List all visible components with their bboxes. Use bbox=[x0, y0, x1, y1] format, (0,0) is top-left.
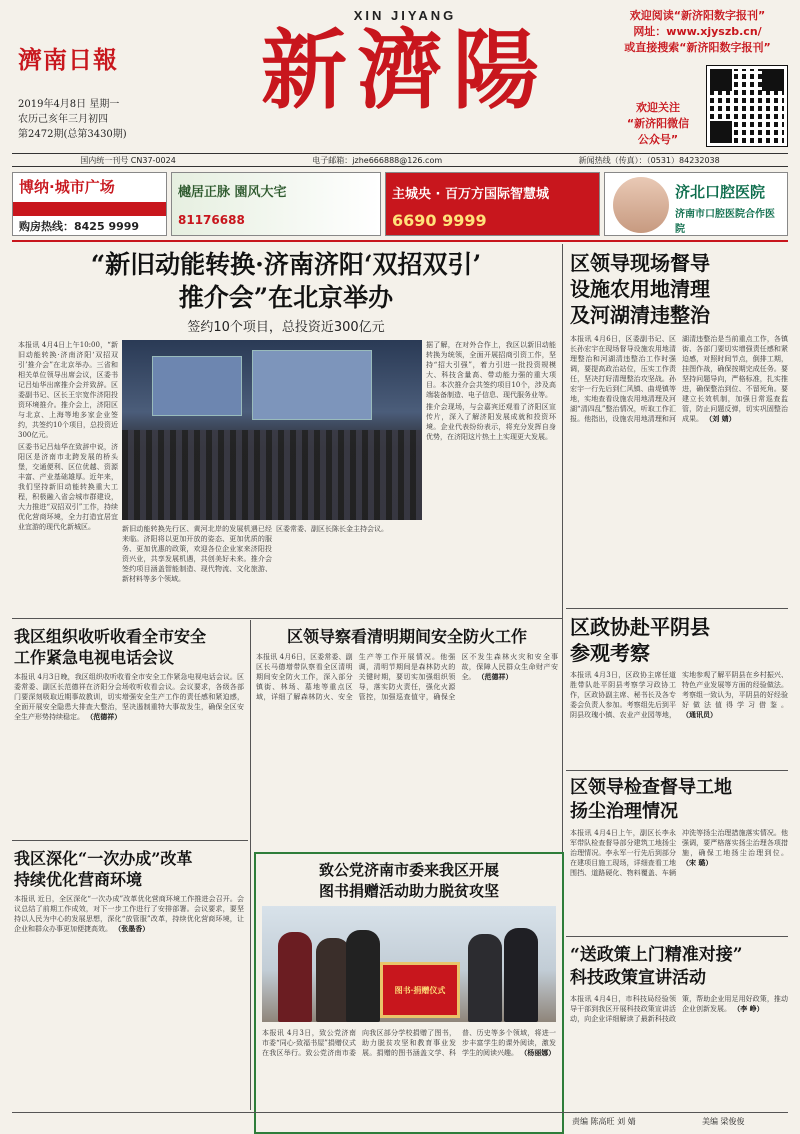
dust-headline-2: 扬尘治理情况 bbox=[570, 801, 678, 822]
person bbox=[346, 930, 380, 1022]
article-book-donation bbox=[254, 852, 564, 1134]
article-tech-policy bbox=[570, 944, 788, 1104]
cppcc-text: 本报讯 4月3日，区政协主席任道胜带队赴平阴县考察学习政协工作，区政协副主席、秘书长及各专委会负责人参加。考察组先后到平阴县玫瑰小镇、农业产业园等地，实地参观了解平阴县在乡村振兴、特色产业发展等方面的经验做法。考察组一致认为，平阴县的好经验好做法值得学习借鉴。 bbox=[570, 671, 788, 719]
masthead-left bbox=[18, 40, 168, 142]
ad1-title: 博纳·城市广场 bbox=[19, 178, 115, 196]
ad2-title: 樾居正脉 園风大宅 bbox=[178, 185, 287, 200]
land-headline-1: 区领导现场督导 bbox=[570, 251, 710, 275]
dust-body bbox=[570, 828, 788, 930]
land-author: （刘 婧） bbox=[705, 414, 736, 423]
cppcc-author: （通讯员） bbox=[682, 710, 717, 719]
tech-author: （李 峥） bbox=[733, 1004, 764, 1013]
divider bbox=[566, 770, 788, 771]
wechat-prompt bbox=[604, 100, 712, 148]
lunar-date: 农历己亥年三月初四 bbox=[18, 114, 108, 125]
issue-number: 第2472期(总第3430期) bbox=[18, 129, 127, 140]
reform-headline-1: 我区深化“一次办成”改革 bbox=[14, 849, 193, 868]
cppcc-body bbox=[570, 670, 788, 762]
email[interactable]: 电子邮箱：jzhe666888@126.com bbox=[312, 155, 443, 165]
ad4-title: 济北口腔医院 bbox=[675, 183, 766, 201]
tech-body bbox=[570, 994, 788, 1104]
dust-headline-1: 区领导检查督导工地 bbox=[570, 777, 732, 798]
cppcc-headline-2: 参观考察 bbox=[570, 641, 650, 665]
article-safety-meeting bbox=[14, 626, 244, 812]
lead-para5: 据了解，在对外合作上，我区以新旧动能转换为统领，全面开展招商引资工作，坚持“招大引强”，着力引进一批投资规模大、科技含量高、带动能力强的重大项目。本次推介会共签约项目10个，涉及高端装备制造、电子信息、现代服务业等。 bbox=[426, 341, 556, 399]
lead-photo bbox=[122, 340, 422, 520]
column-divider bbox=[250, 620, 251, 1110]
land-headline-2: 设施农用地清理 bbox=[570, 277, 710, 301]
lead-para4: 区委常委、副区长陈长金主持会议。 bbox=[276, 525, 388, 533]
promo-box bbox=[600, 8, 795, 153]
title-pinyin: XIN JIYANG bbox=[353, 8, 457, 23]
ad-yueju[interactable] bbox=[171, 172, 381, 236]
person bbox=[468, 934, 502, 1022]
lead-para1: 本报讯 4月4日上午10:00，“新旧动能转换·济南济阳‘双招双引’推介会”在北京举办。三省和相关单位领导出席会议，区委书记吕灿华出席推介会并致辞。区委副书记、区长王宗宽作济阳投资环境推介。推介会上，济阳区与北京、上海等地多家企业签约，共签约10个项目，总投资近300亿元。 bbox=[18, 341, 118, 439]
lead-headline-line2: 推介会”在北京举办 bbox=[178, 283, 394, 312]
lead-body-col1 bbox=[18, 340, 118, 612]
lead-subhead: 签约10个项目，总投资近300亿元 bbox=[187, 320, 385, 335]
article-reform bbox=[14, 848, 244, 1094]
issue-date: 2019年4月8日 星期一 bbox=[18, 99, 120, 110]
safety-headline-2: 工作紧急电视电话会议 bbox=[14, 648, 175, 667]
safety-body bbox=[14, 672, 244, 812]
banner-text: 图书·捐赠仪式 bbox=[394, 985, 446, 995]
article-dust-control bbox=[570, 776, 788, 930]
donation-body bbox=[262, 1028, 556, 1130]
person bbox=[316, 938, 350, 1022]
lead-para2: 区委书记吕灿华在致辞中说，济阳区是济南市北跨发展的桥头堡，交通便利、区位优越、资源丰富、产业基础雄厚。近年来，我们坚持新旧动能转换重大工程，积极融入省会城市群建设，大力推进“双招双引”工作，持续优化营商环境，全力打造宜居宜业宜游的现代化新城区。 bbox=[18, 443, 118, 531]
promo-url[interactable]: 网址：www.xjyszb.cn/ bbox=[633, 25, 762, 38]
ad-jibei-dental[interactable] bbox=[604, 172, 788, 236]
dust-author: （宋 璐） bbox=[682, 858, 713, 867]
donation-banner bbox=[380, 962, 460, 1018]
tech-headline-2: 科技政策宣讲活动 bbox=[570, 968, 706, 988]
article-cppcc-visit bbox=[570, 614, 788, 762]
follow-line2: “新济阳微信 bbox=[626, 117, 690, 130]
article-fire-safety bbox=[256, 626, 558, 842]
fire-body bbox=[256, 652, 558, 842]
donation-headline-2: 图书捐赠活动助力脱贫攻坚 bbox=[318, 882, 499, 900]
land-text: 本报讯 4月6日，区委副书记、区长孙宏宇在现场督导设施农用地清理整治和河湖清违整治工作时强调，要提高政治站位，压实工作责任，坚决打好清理整治攻坚战。孙宏宇一行先后到仁风镇、曲堤镇等地，实地查看设施农用地清理及河湖“清四乱”整治情况，听取工作汇报。他指出，设施农用地清理和河湖清违整治是当前重点工作，各镇街、各部门要切实增强责任感和紧迫感，对照时间节点，倒排工期，挂图作战，确保按期完成任务。要坚持问题导向，严格标准，扎实推进，确保整治到位、不留死角。要建立长效机制，加强日常巡查监管，防止问题反弹，切实巩固整治成果。 bbox=[570, 335, 788, 423]
lead-body-col2b bbox=[276, 524, 422, 612]
tech-text: 本报讯 4月4日，市科技局经验领导干部到我区开展科技政策宣讲活动，向企业详细解读了最新科技政策，帮助企业用足用好政策，推动企业创新发展。 bbox=[570, 995, 788, 1023]
person bbox=[504, 928, 538, 1022]
lead-para3: 新旧动能转换先行区、黄河北岸的发展机遇已经来临。济阳将以更加开放的姿态、更加优质的服务、更加优惠的政策，欢迎各位企业家来济阳投资兴业，共享发展机遇，共创美好未来。推介会签约项目涵盖智能制造、现代物流、文化旅游、新材料等多个领域。 bbox=[122, 525, 272, 583]
fire-text: 本报讯 4月6日，区委常委、副区长马德增带队察看全区清明期间安全防火工作，深入部分镇街、林场、墓地等重点区域，详细了解森林防火、安全生产等工作开展情况。他强调，清明节期间是森林防火的关键时期，要切实加强组织领导，落实防火责任，强化火源管控，加强巡查值守，确保全区不发生森林火灾和安全事故，保障人民群众生命财产安全。 bbox=[256, 653, 558, 701]
reform-author: （张墨香） bbox=[114, 924, 150, 933]
divider bbox=[12, 840, 248, 841]
audience bbox=[122, 430, 422, 520]
ad1-phone: 购房热线：8425 9999 bbox=[19, 220, 140, 233]
fire-author: （范德祥） bbox=[477, 672, 513, 681]
safety-headline-1: 我区组织收听收看全市安全 bbox=[14, 627, 207, 646]
stage-screen-left bbox=[152, 356, 242, 416]
donation-headline-1: 致公党济南市委来我区开展 bbox=[318, 861, 499, 879]
ad-strip bbox=[12, 172, 788, 236]
doctor-avatar bbox=[613, 177, 669, 233]
tech-headline-1: “送政策上门精准对接” bbox=[570, 945, 743, 965]
date-block bbox=[18, 97, 168, 142]
divider bbox=[566, 608, 788, 609]
land-headline-3: 及河湖清违整治 bbox=[570, 303, 710, 327]
lead-headline-line1: “新旧动能转换·济南济阳‘双招双引’ bbox=[90, 250, 482, 279]
ad3-phone: 6690 9999 bbox=[392, 211, 487, 230]
lead-article bbox=[18, 248, 554, 335]
ad2-phone: 81176688 bbox=[178, 213, 245, 227]
donation-photo bbox=[262, 906, 556, 1022]
dust-text: 本报讯 4月4日上午，副区长李永军带队检查督导部分建筑工地扬尘治理情况。李永军一行先后到部分在建项目施工现场，详细查看工地围挡、道路硬化、物料覆盖、车辆冲洗等扬尘治理措施落实情况。他强调，要严格落实扬尘治理各项措施，确保工地扬尘治理到位。 bbox=[570, 829, 788, 877]
fire-headline: 区领导察看清明期间安全防火工作 bbox=[286, 627, 527, 646]
qr-code-icon[interactable] bbox=[707, 66, 787, 146]
promo-line1: 欢迎阅读“新济阳数字报刊” bbox=[629, 9, 766, 22]
publication-code: 国内统一刊号 CN37-0024 bbox=[80, 155, 176, 165]
ad4-sub: 济南市口腔医院合作医院 bbox=[675, 209, 775, 235]
footer-editor: 责编 陈高旺 刘 婧 bbox=[572, 1117, 636, 1126]
promo-line3: 或直接搜索“新济阳数字报刊” bbox=[624, 41, 771, 54]
follow-line3: 公众号” bbox=[637, 133, 679, 146]
donation-text: 本报讯 4月3日，致公党济南市委“同心·致福书屋”捐赠仪式在我区举行。致公党济南市委向我区部分学校捐赠了图书，助力脱贫攻坚和教育事业发展。捐赠的图书涵盖文学、科普、历史等多个领域，将进一步丰富学生的课外阅读，激发学生的阅读兴趣。 bbox=[262, 1029, 556, 1057]
news-hotline: 新闻热线（传真）：（0531）84232038 bbox=[578, 155, 720, 165]
person bbox=[278, 932, 312, 1022]
footer-rule bbox=[12, 1112, 788, 1113]
footer-designer: 美编 梁俊俊 bbox=[702, 1117, 745, 1126]
cppcc-headline-1: 区政协赴平阴县 bbox=[570, 615, 710, 639]
title-text: 新濟陽 bbox=[261, 20, 549, 121]
follow-line1: 欢迎关注 bbox=[636, 101, 680, 114]
ad3-title: 主城央 · 百万方国际智慧城 bbox=[392, 187, 549, 202]
divider bbox=[12, 618, 562, 619]
stage-screen-center bbox=[252, 350, 372, 420]
divider bbox=[566, 936, 788, 937]
land-body bbox=[570, 334, 788, 554]
brand-logo: 濟南日報 bbox=[18, 45, 118, 74]
lead-body-col2a bbox=[122, 524, 272, 612]
safety-author: （范德祥） bbox=[86, 712, 122, 721]
newspaper-title bbox=[210, 8, 600, 119]
info-bar bbox=[12, 153, 788, 167]
ad-zhuchengyang[interactable] bbox=[385, 172, 600, 236]
safety-text: 本报讯 4月3日晚，我区组织收听收看全市安全工作紧急电视电话会议。区委常委、副区长范德祥在济阳分会场收听收看会议。会议要求，各级各部门要深刻吸取近期事故教训，切实增强安全生产工作的责任感和紧迫感，全面开展安全隐患大排查大整治，坚决遏制重特大事故发生，确保全区安全生产形势持续稳定。 bbox=[14, 673, 244, 721]
section-divider bbox=[12, 240, 788, 242]
article-land-cleanup bbox=[570, 250, 788, 554]
reform-text: 本报讯 近日，全区深化“一次办成”改革优化营商环境工作推进会召开。会议总结了前期工作成效，对下一步工作进行了安排部署。会议要求，要坚持以人民为中心的发展思想，深化“放管服”改革，持续优化营商环境，让企业和群众办事更加便捷高效。 bbox=[14, 895, 244, 933]
lead-body-col3 bbox=[426, 340, 556, 612]
reform-headline-2: 持续优化营商环境 bbox=[14, 870, 143, 889]
donation-author: （杨丽娜） bbox=[520, 1048, 556, 1057]
ad-bona[interactable] bbox=[12, 172, 167, 236]
reform-body bbox=[14, 894, 244, 1094]
lead-para6: 推介会现场，与会嘉宾还观看了济阳区宣传片，深入了解济阳发展成就和投资环境。企业代表纷纷表示，将充分发挥自身优势，在济阳这片热土上实现更大发展。 bbox=[426, 403, 556, 441]
